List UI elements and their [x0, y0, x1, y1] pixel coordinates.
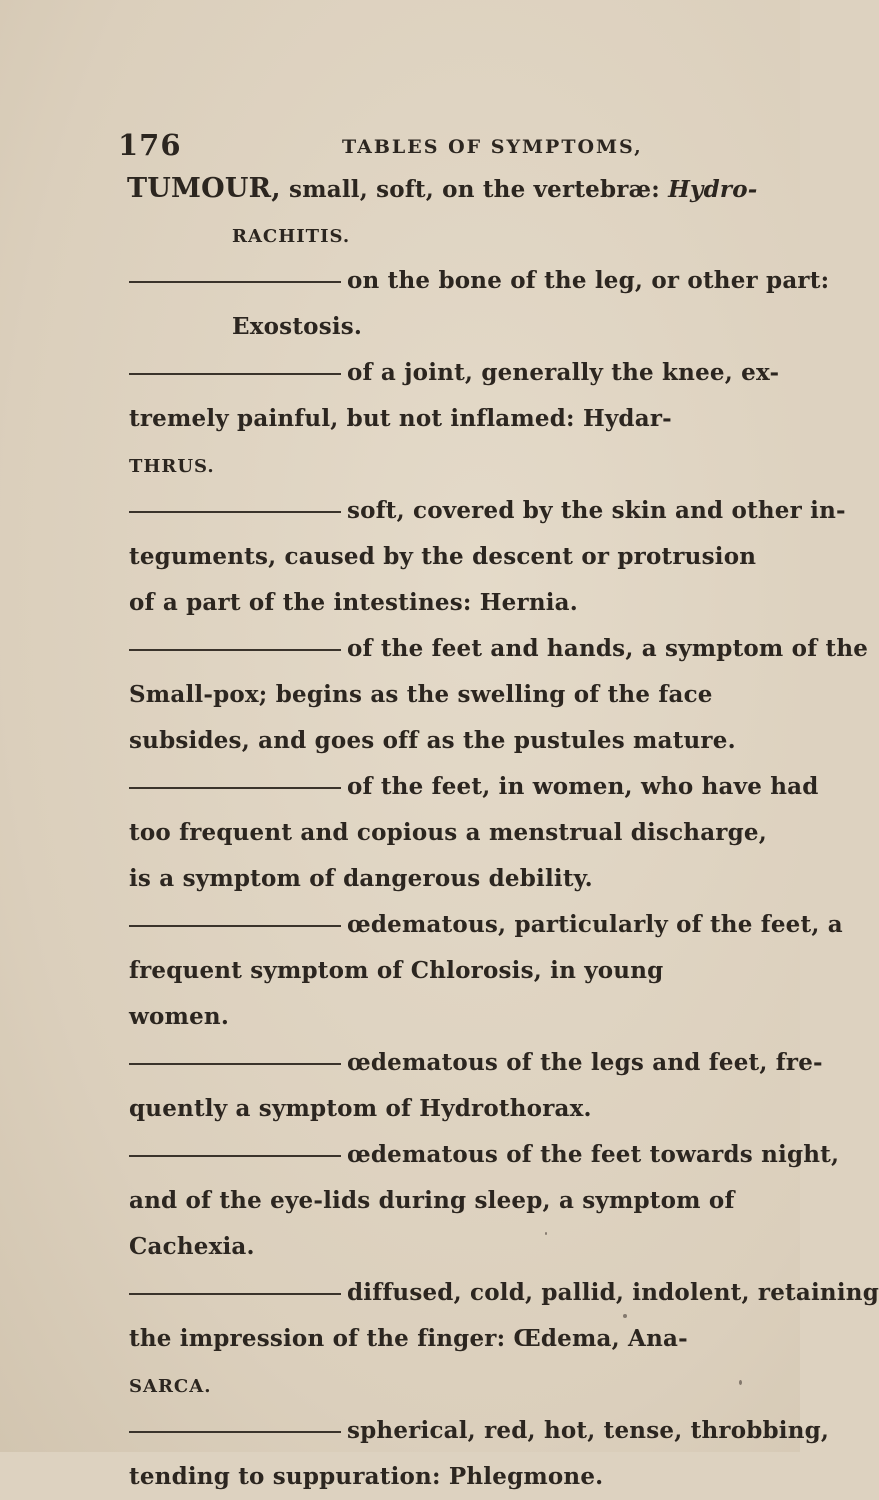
- entry-text: and of the eye-lids during sleep, a symptom of: [129, 1187, 735, 1214]
- text-line: [129, 1316, 769, 1362]
- entry-text: soft, covered by the skin and other in-: [347, 497, 846, 524]
- ditto-dash: [129, 787, 341, 789]
- text-line: [129, 1132, 840, 1178]
- entry-text: on the bone of the leg, or other part:: [347, 267, 830, 294]
- text-line: [129, 396, 769, 442]
- paper-speck: [545, 1232, 547, 1235]
- entry-text: of the feet and hands, a symptom of the: [347, 635, 869, 662]
- text-line: [129, 1040, 823, 1086]
- text-line: [129, 718, 769, 764]
- ditto-dash: [129, 1293, 341, 1295]
- ditto-dash: [129, 1431, 341, 1433]
- entry-text: the impression of the finger: Œdema, Ana-: [129, 1325, 688, 1352]
- entry-text: is a symptom of dangerous debility.: [129, 865, 593, 892]
- entry-text: quently a symptom of Hydrothorax.: [129, 1095, 592, 1122]
- entry-text: Small-pox; begins as the swelling of the face: [129, 681, 713, 708]
- entry-term: Exostosis.: [232, 313, 363, 340]
- paper-speck: [623, 1314, 627, 1318]
- text-line: [129, 902, 843, 948]
- ditto-dash: [129, 511, 341, 513]
- text-line: [129, 534, 769, 580]
- ditto-dash: [129, 1155, 341, 1157]
- ditto-dash: [129, 373, 341, 375]
- entry-text: œdematous, particularly of the feet, a: [347, 911, 843, 938]
- text-line: [129, 212, 769, 258]
- text-line: [129, 1362, 769, 1408]
- entry-term: Hydro-: [668, 176, 758, 203]
- entry-headword: TUMOUR,: [127, 173, 281, 204]
- text-line: [127, 166, 769, 212]
- text-line: [129, 1086, 769, 1132]
- text-line: [129, 672, 769, 718]
- text-line: [129, 1408, 830, 1454]
- text-line: [129, 304, 769, 350]
- text-line: [129, 258, 830, 304]
- entry-text: teguments, caused by the descent or protrusion: [129, 543, 757, 570]
- entry-text: subsides, and goes off as the pustules mature.: [129, 727, 736, 754]
- entry-text: œdematous of the legs and feet, fre-: [347, 1049, 823, 1076]
- entry-text: of a part of the intestines: Hernia.: [129, 589, 578, 616]
- ditto-dash: [129, 1063, 341, 1065]
- ditto-dash: [129, 925, 341, 927]
- text-line: [129, 350, 780, 396]
- ditto-dash: [129, 649, 341, 651]
- entry-term: RACHITIS.: [232, 226, 351, 247]
- text-line: [129, 764, 819, 810]
- ditto-dash: [129, 281, 341, 283]
- text-line: [129, 856, 769, 902]
- text-line: [129, 1224, 769, 1270]
- entry-term: SARCA.: [129, 1376, 212, 1397]
- entry-term: THRUS.: [129, 456, 215, 477]
- text-line: [129, 442, 769, 488]
- text-line: [129, 810, 769, 856]
- entry-text: tremely painful, but not inflamed: Hydar-: [129, 405, 672, 432]
- entry-text: of a joint, generally the knee, ex-: [347, 359, 780, 386]
- text-line: [129, 488, 846, 534]
- text-line: [129, 1454, 769, 1500]
- entry-text: tending to suppuration: Phlegmone.: [129, 1463, 604, 1490]
- page-number: 176: [118, 128, 182, 162]
- entry-text: small, soft, on the vertebræ:: [280, 176, 669, 203]
- running-title: TABLES OF SYMPTOMS,: [342, 136, 643, 158]
- entry-text: women.: [129, 1003, 230, 1030]
- entry-text: too frequent and copious a menstrual discharge,: [129, 819, 767, 846]
- text-line: [129, 948, 769, 994]
- text-line: [129, 580, 769, 626]
- entry-text: spherical, red, hot, tense, throbbing,: [347, 1417, 830, 1444]
- text-line: [129, 1178, 769, 1224]
- entry-text: œdematous of the feet towards night,: [347, 1141, 840, 1168]
- text-line: [129, 994, 769, 1040]
- entry-text: diffused, cold, pallid, indolent, retaining: [347, 1279, 879, 1306]
- symptom-table-text: [127, 166, 879, 1500]
- entry-text: frequent symptom of Chlorosis, in young: [129, 957, 664, 984]
- paper-speck: [739, 1380, 742, 1385]
- text-line: [129, 1270, 879, 1316]
- page-header: [118, 128, 758, 168]
- entry-term: Cachexia.: [129, 1233, 255, 1260]
- text-line: [129, 626, 869, 672]
- entry-text: of the feet, in women, who have had: [347, 773, 819, 800]
